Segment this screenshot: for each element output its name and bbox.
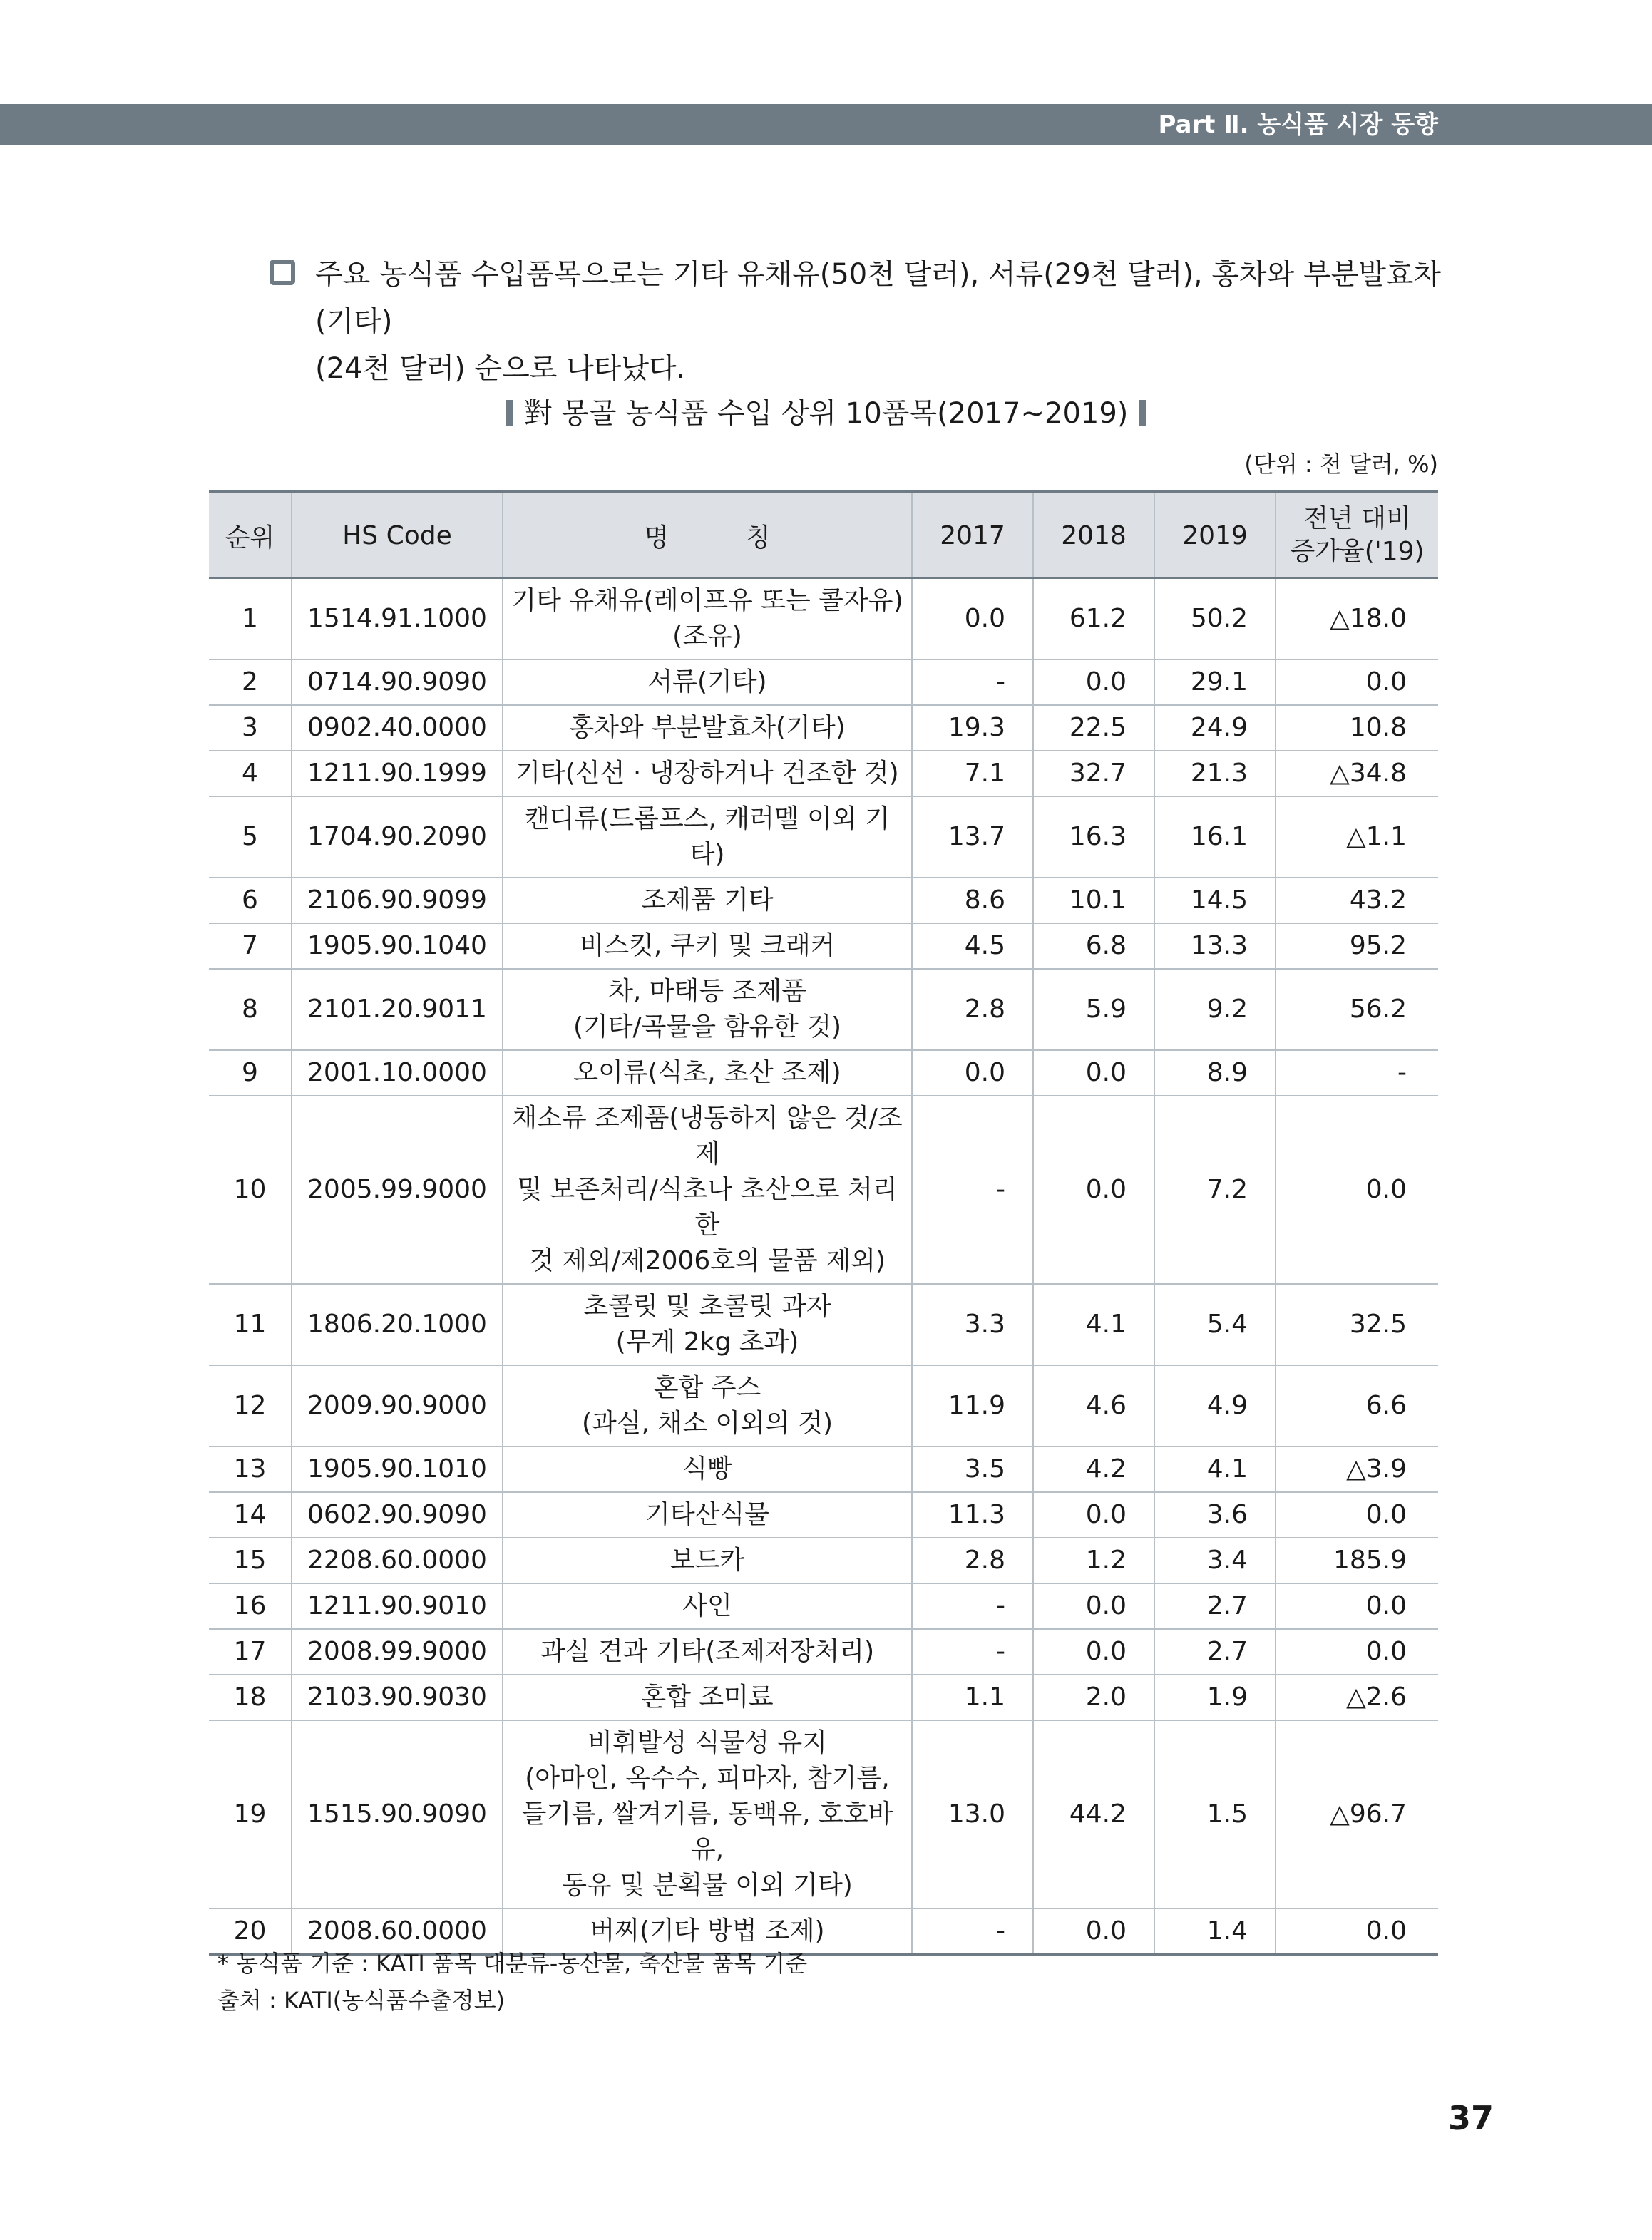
row-2017: 3.5 — [912, 1447, 1033, 1492]
row-hs-code: 2009.90.9000 — [292, 1365, 503, 1447]
header-growth-line2: 증가율('19) — [1290, 537, 1425, 566]
row-2018: 61.2 — [1033, 578, 1154, 659]
row-growth: △96.7 — [1276, 1720, 1438, 1908]
row-name: 비스킷, 쿠키 및 크래커 — [503, 923, 912, 969]
row-name: 버찌(기타 방법 조제) — [503, 1908, 912, 1955]
row-rank: 20 — [209, 1908, 292, 1955]
table-row — [209, 1365, 1438, 1447]
intro-line-2: (24천 달러) 순으로 나타났다. — [315, 352, 686, 385]
row-2019: 1.9 — [1154, 1675, 1276, 1720]
row-2017: - — [912, 1096, 1033, 1284]
row-name: 기타 유채유(레이프유 또는 콜자유) (조유) — [503, 578, 912, 659]
table-row — [209, 659, 1438, 705]
table-caption-text: 對 몽골 농식품 수입 상위 10품목(2017~2019) — [523, 397, 1129, 430]
row-hs-code: 0602.90.9090 — [292, 1492, 503, 1538]
row-growth: 0.0 — [1276, 1908, 1438, 1955]
row-2019: 2.7 — [1154, 1583, 1276, 1629]
row-2019: 13.3 — [1154, 923, 1276, 969]
table-header-row — [209, 492, 1438, 578]
row-hs-code: 2008.60.0000 — [292, 1908, 503, 1955]
row-growth: - — [1276, 1050, 1438, 1096]
row-growth: 6.6 — [1276, 1365, 1438, 1447]
row-2019: 24.9 — [1154, 705, 1276, 751]
row-2018: 5.9 — [1033, 969, 1154, 1050]
row-2018: 1.2 — [1033, 1538, 1154, 1583]
row-rank: 11 — [209, 1284, 292, 1365]
row-2018: 6.8 — [1033, 923, 1154, 969]
row-rank: 17 — [209, 1629, 292, 1675]
header-2018: 2018 — [1033, 492, 1154, 578]
row-growth: 32.5 — [1276, 1284, 1438, 1365]
row-hs-code: 2106.90.9099 — [292, 878, 503, 923]
row-growth: 0.0 — [1276, 1583, 1438, 1629]
header-name: 명 칭 — [503, 492, 912, 578]
row-2019: 3.6 — [1154, 1492, 1276, 1538]
table-row — [209, 969, 1438, 1050]
row-2018: 4.6 — [1033, 1365, 1154, 1447]
header-growth-line1: 전년 대비 — [1303, 504, 1411, 533]
row-name: 식빵 — [503, 1447, 912, 1492]
row-2017: - — [912, 1908, 1033, 1955]
table-row — [209, 1538, 1438, 1583]
table-row — [209, 1720, 1438, 1908]
row-rank: 3 — [209, 705, 292, 751]
row-2019: 29.1 — [1154, 659, 1276, 705]
row-rank: 13 — [209, 1447, 292, 1492]
row-2017: 13.7 — [912, 796, 1033, 878]
row-2019: 2.7 — [1154, 1629, 1276, 1675]
row-2017: 0.0 — [912, 578, 1033, 659]
footnote-source: 출처 : KATI(농식품수출정보) — [217, 1987, 506, 2014]
footnotes — [217, 1945, 807, 2019]
row-2018: 2.0 — [1033, 1675, 1154, 1720]
square-bullet-icon — [270, 260, 295, 285]
row-2018: 4.2 — [1033, 1447, 1154, 1492]
row-hs-code: 0902.40.0000 — [292, 705, 503, 751]
intro-line-1: 주요 농식품 수입품목으로는 기타 유채유(50천 달러), 서류(29천 달러), 홍차와 부분발효차(기타) — [315, 258, 1442, 338]
row-2018: 16.3 — [1033, 796, 1154, 878]
row-name: 채소류 조제품(냉동하지 않은 것/조제 및 보존처리/식초나 초산으로 처리한 것 제외/제2006호의 물품 제외) — [503, 1096, 912, 1284]
row-name: 기타산식물 — [503, 1492, 912, 1538]
row-name: 홍차와 부분발효차(기타) — [503, 705, 912, 751]
page-number: 37 — [1447, 2099, 1494, 2137]
header-rank: 순위 — [209, 492, 292, 578]
row-hs-code: 1211.90.1999 — [292, 751, 503, 796]
row-growth: 43.2 — [1276, 878, 1438, 923]
row-name: 사인 — [503, 1583, 912, 1629]
row-2019: 1.5 — [1154, 1720, 1276, 1908]
import-table — [209, 490, 1438, 1956]
row-name: 과실 견과 기타(조제저장처리) — [503, 1629, 912, 1675]
row-growth: 0.0 — [1276, 1096, 1438, 1284]
header-growth — [1276, 492, 1438, 578]
row-rank: 10 — [209, 1096, 292, 1284]
row-name: 서류(기타) — [503, 659, 912, 705]
row-2018: 0.0 — [1033, 1096, 1154, 1284]
table-row — [209, 1447, 1438, 1492]
table-row — [209, 1629, 1438, 1675]
row-rank: 4 — [209, 751, 292, 796]
row-2017: 7.1 — [912, 751, 1033, 796]
row-2017: 2.8 — [912, 969, 1033, 1050]
row-hs-code: 2001.10.0000 — [292, 1050, 503, 1096]
row-hs-code: 1211.90.9010 — [292, 1583, 503, 1629]
row-hs-code: 1704.90.2090 — [292, 796, 503, 878]
row-rank: 14 — [209, 1492, 292, 1538]
row-2019: 8.9 — [1154, 1050, 1276, 1096]
row-name: 혼합 조미료 — [503, 1675, 912, 1720]
row-2019: 7.2 — [1154, 1096, 1276, 1284]
row-2017: - — [912, 659, 1033, 705]
row-2018: 0.0 — [1033, 1629, 1154, 1675]
row-2018: 22.5 — [1033, 705, 1154, 751]
row-2017: 2.8 — [912, 1538, 1033, 1583]
table-row — [209, 878, 1438, 923]
row-2017: 11.3 — [912, 1492, 1033, 1538]
table-row — [209, 1583, 1438, 1629]
row-2019: 16.1 — [1154, 796, 1276, 878]
table-row — [209, 1050, 1438, 1096]
row-2019: 9.2 — [1154, 969, 1276, 1050]
table-row — [209, 1675, 1438, 1720]
table-row — [209, 923, 1438, 969]
row-rank: 2 — [209, 659, 292, 705]
table-row — [209, 578, 1438, 659]
row-growth: 10.8 — [1276, 705, 1438, 751]
row-2017: - — [912, 1629, 1033, 1675]
caption-bar-right-icon — [1139, 400, 1146, 426]
row-name: 초콜릿 및 초콜릿 과자 (무게 2kg 초과) — [503, 1284, 912, 1365]
row-name: 기타(신선 · 냉장하거나 건조한 것) — [503, 751, 912, 796]
row-hs-code: 2103.90.9030 — [292, 1675, 503, 1720]
row-rank: 7 — [209, 923, 292, 969]
row-rank: 6 — [209, 878, 292, 923]
table-row — [209, 796, 1438, 878]
row-hs-code: 1515.90.9090 — [292, 1720, 503, 1908]
row-2019: 3.4 — [1154, 1538, 1276, 1583]
row-2018: 4.1 — [1033, 1284, 1154, 1365]
row-name: 조제품 기타 — [503, 878, 912, 923]
row-2018: 0.0 — [1033, 1050, 1154, 1096]
table-row — [209, 1096, 1438, 1284]
table-row — [209, 1492, 1438, 1538]
row-growth: 0.0 — [1276, 1492, 1438, 1538]
header-hs-code: HS Code — [292, 492, 503, 578]
row-name: 캔디류(드롭프스, 캐러멜 이외 기타) — [503, 796, 912, 878]
row-growth: 56.2 — [1276, 969, 1438, 1050]
row-2018: 44.2 — [1033, 1720, 1154, 1908]
header-bar — [0, 104, 1652, 145]
row-hs-code: 1905.90.1010 — [292, 1447, 503, 1492]
table-row — [209, 1284, 1438, 1365]
row-2017: 4.5 — [912, 923, 1033, 969]
row-rank: 18 — [209, 1675, 292, 1720]
row-rank: 12 — [209, 1365, 292, 1447]
row-hs-code: 1514.91.1000 — [292, 578, 503, 659]
row-2017: - — [912, 1583, 1033, 1629]
row-2019: 4.9 — [1154, 1365, 1276, 1447]
row-2017: 0.0 — [912, 1050, 1033, 1096]
row-2017: 11.9 — [912, 1365, 1033, 1447]
row-2019: 4.1 — [1154, 1447, 1276, 1492]
table-row — [209, 705, 1438, 751]
row-name: 혼합 주스 (과실, 채소 이외의 것) — [503, 1365, 912, 1447]
row-2019: 50.2 — [1154, 578, 1276, 659]
row-growth: △34.8 — [1276, 751, 1438, 796]
row-rank: 16 — [209, 1583, 292, 1629]
row-hs-code: 1905.90.1040 — [292, 923, 503, 969]
row-2018: 32.7 — [1033, 751, 1154, 796]
row-2017: 19.3 — [912, 705, 1033, 751]
row-growth: 0.0 — [1276, 1629, 1438, 1675]
row-2018: 0.0 — [1033, 1583, 1154, 1629]
row-hs-code: 1806.20.1000 — [292, 1284, 503, 1365]
row-2019: 21.3 — [1154, 751, 1276, 796]
row-rank: 1 — [209, 578, 292, 659]
row-hs-code: 0714.90.9090 — [292, 659, 503, 705]
row-2019: 1.4 — [1154, 1908, 1276, 1955]
table-caption — [0, 391, 1652, 431]
row-name: 차, 마태등 조제품 (기타/곡물을 함유한 것) — [503, 969, 912, 1050]
row-growth: 95.2 — [1276, 923, 1438, 969]
row-2018: 0.0 — [1033, 1908, 1154, 1955]
row-hs-code: 2208.60.0000 — [292, 1538, 503, 1583]
row-rank: 9 — [209, 1050, 292, 1096]
header-2019: 2019 — [1154, 492, 1276, 578]
footnote-criteria: * 농식품 기준 : KATI 품목 대분류-농산물, 축산물 품목 기준 — [217, 1950, 808, 1977]
row-hs-code: 2008.99.9000 — [292, 1629, 503, 1675]
row-name: 보드카 — [503, 1538, 912, 1583]
row-2018: 10.1 — [1033, 878, 1154, 923]
row-growth: 185.9 — [1276, 1538, 1438, 1583]
row-growth: △2.6 — [1276, 1675, 1438, 1720]
row-hs-code: 2005.99.9000 — [292, 1096, 503, 1284]
row-rank: 15 — [209, 1538, 292, 1583]
section-label: Part Ⅱ. 농식품 시장 동향 — [1158, 111, 1438, 139]
row-2018: 0.0 — [1033, 1492, 1154, 1538]
row-growth: △1.1 — [1276, 796, 1438, 878]
row-2018: 0.0 — [1033, 659, 1154, 705]
row-2017: 8.6 — [912, 878, 1033, 923]
caption-bar-left-icon — [506, 400, 513, 426]
row-2017: 3.3 — [912, 1284, 1033, 1365]
row-2017: 13.0 — [912, 1720, 1033, 1908]
row-2019: 14.5 — [1154, 878, 1276, 923]
header-2017: 2017 — [912, 492, 1033, 578]
row-hs-code: 2101.20.9011 — [292, 969, 503, 1050]
row-growth: 0.0 — [1276, 659, 1438, 705]
row-2019: 5.4 — [1154, 1284, 1276, 1365]
row-name: 비휘발성 식물성 유지 (아마인, 옥수수, 피마자, 참기름, 들기름, 쌀겨기름, 동백유, 호호바유, 동유 및 분획물 이외 기타) — [503, 1720, 912, 1908]
row-2017: 1.1 — [912, 1675, 1033, 1720]
row-growth: △3.9 — [1276, 1447, 1438, 1492]
table-row — [209, 751, 1438, 796]
row-rank: 19 — [209, 1720, 292, 1908]
intro-paragraph — [271, 251, 1447, 392]
row-name: 오이류(식초, 초산 조제) — [503, 1050, 912, 1096]
row-rank: 8 — [209, 969, 292, 1050]
row-growth: △18.0 — [1276, 578, 1438, 659]
row-rank: 5 — [209, 796, 292, 878]
unit-note: (단위 : 천 달러, %) — [1244, 451, 1438, 478]
